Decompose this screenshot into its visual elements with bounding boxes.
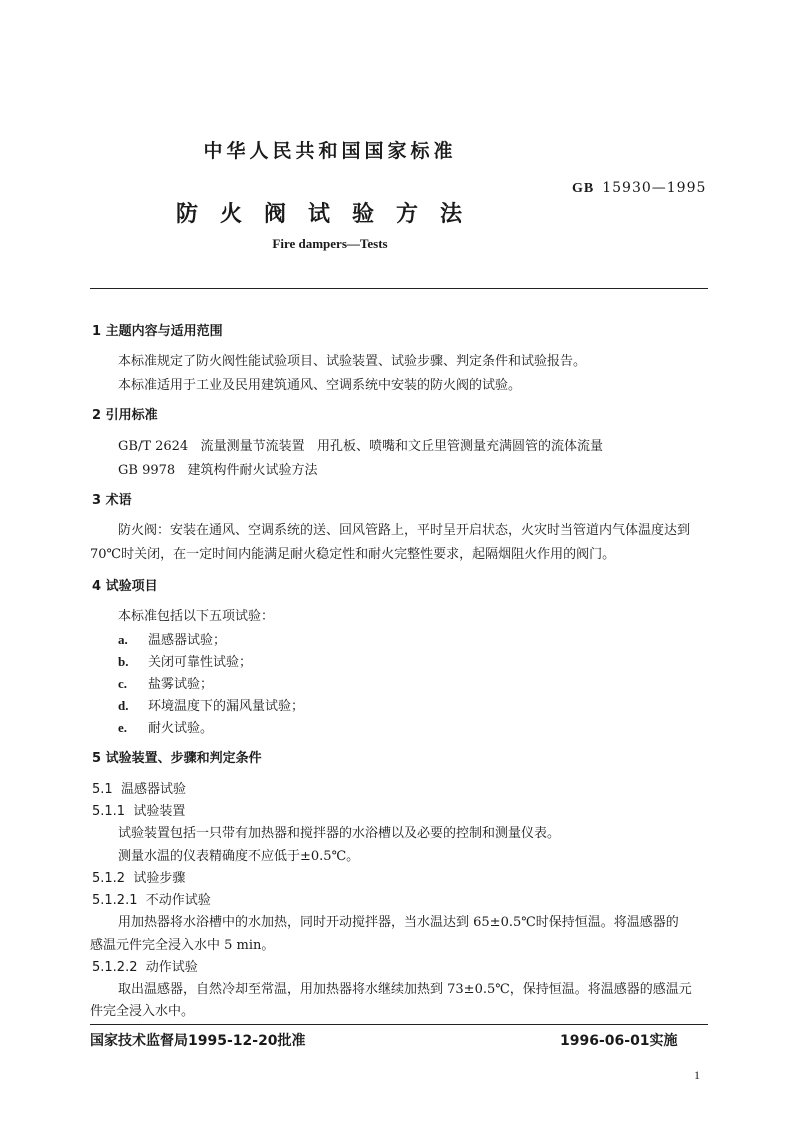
clause-5-1-2-1-heading: 5.1.2.1 不动作试验 <box>92 893 211 908</box>
section-2-heading: 2 引用标准 <box>92 408 158 423</box>
implementation-date: 1996-06-01实施 <box>560 1033 678 1049</box>
list-text: 盐雾试验； <box>148 677 214 692</box>
clause-5-1-2-1-text-1: 用加热器将水浴槽中的水加热，同时开动搅拌器，当水温达到 65±0.5℃时保持恒温。将温感器的 <box>118 915 679 930</box>
list-marker: a. <box>118 632 128 647</box>
header-rule <box>90 288 708 289</box>
clause-5-1-heading: 5.1 温感器试验 <box>92 782 186 797</box>
section-3-heading: 3 术语 <box>92 493 132 508</box>
gb-prefix: GB <box>572 181 595 196</box>
clause-5-1-2-1-text-2: 感温元件完全浸入水中 5 min。 <box>90 938 275 953</box>
list-text: 温感器试验； <box>148 633 227 648</box>
gb-number: 15930—1995 <box>602 180 707 196</box>
section-1-paragraph-2: 本标准适用于工业及民用建筑通风、空调系统中安装的防火阀的试验。 <box>118 378 522 393</box>
section-4-heading: 4 试验项目 <box>92 579 158 594</box>
list-item <box>118 651 252 670</box>
reference-gbt2624: GB/T 2624 流量测量节流装置 用孔板、喷嘴和文丘里管测量充满圆管的流体流量 <box>118 439 603 454</box>
section-5-heading: 5 试验装置、步骤和判定条件 <box>92 751 262 766</box>
list-item <box>118 629 226 648</box>
list-text: 环境温度下的漏风量试验； <box>148 699 305 714</box>
list-marker: c. <box>118 676 128 691</box>
list-marker: b. <box>118 654 129 669</box>
page-number: 1 <box>694 1068 700 1082</box>
list-item <box>118 695 304 714</box>
section-4-intro: 本标准包括以下五项试验： <box>118 609 275 624</box>
approval-note: 国家技术监督局1995-12-20批准 <box>90 1033 306 1049</box>
term-definition-line-2: 70℃时关闭，在一定时间内能满足耐火稳定性和耐火完整性要求，起隔烟阻火作用的阀门。 <box>90 547 616 562</box>
document-title-english: Fire dampers—Tests <box>272 236 388 251</box>
clause-5-1-2-2-heading: 5.1.2.2 动作试验 <box>92 960 198 975</box>
list-marker: e. <box>118 720 128 735</box>
list-text: 关闭可靠性试验； <box>148 655 253 670</box>
standard-body-title: 中华人民共和国国家标准 <box>203 140 457 162</box>
list-marker: d. <box>118 698 129 713</box>
reference-gb9978: GB 9978 建筑构件耐火试验方法 <box>118 463 318 478</box>
term-definition-line-1: 防火阀：安装在通风、空调系统的送、回风管路上，平时呈开启状态，火灾时当管道内气体温度达到 <box>118 523 691 538</box>
clause-5-1-2-2-text-2: 件完全浸入水中。 <box>90 1004 195 1019</box>
clause-5-1-1-heading: 5.1.1 试验装置 <box>92 804 186 819</box>
clause-5-1-2-heading: 5.1.2 试验步骤 <box>92 871 186 886</box>
clause-5-1-1-text-2: 测量水温的仪表精确度不应低于±0.5℃。 <box>118 849 360 864</box>
clause-5-1-1-text-1: 试验装置包括一只带有加热器和搅拌器的水浴槽以及必要的控制和测量仪表。 <box>118 826 561 841</box>
document-title: 防火阀试验方法 <box>175 202 484 227</box>
list-item <box>118 717 213 736</box>
list-text: 耐火试验。 <box>148 721 214 736</box>
list-item <box>118 673 213 692</box>
footer-rule <box>90 1024 708 1025</box>
section-1-heading: 1 主题内容与适用范围 <box>92 324 223 339</box>
standard-number <box>572 180 706 197</box>
section-1-paragraph-1: 本标准规定了防火阀性能试验项目、试验装置、试验步骤、判定条件和试验报告。 <box>118 354 587 369</box>
clause-5-1-2-2-text-1: 取出温感器，自然冷却至常温，用加热器将水继续加热到 73±0.5℃，保持恒温。将温感器的感温元 <box>118 982 692 997</box>
